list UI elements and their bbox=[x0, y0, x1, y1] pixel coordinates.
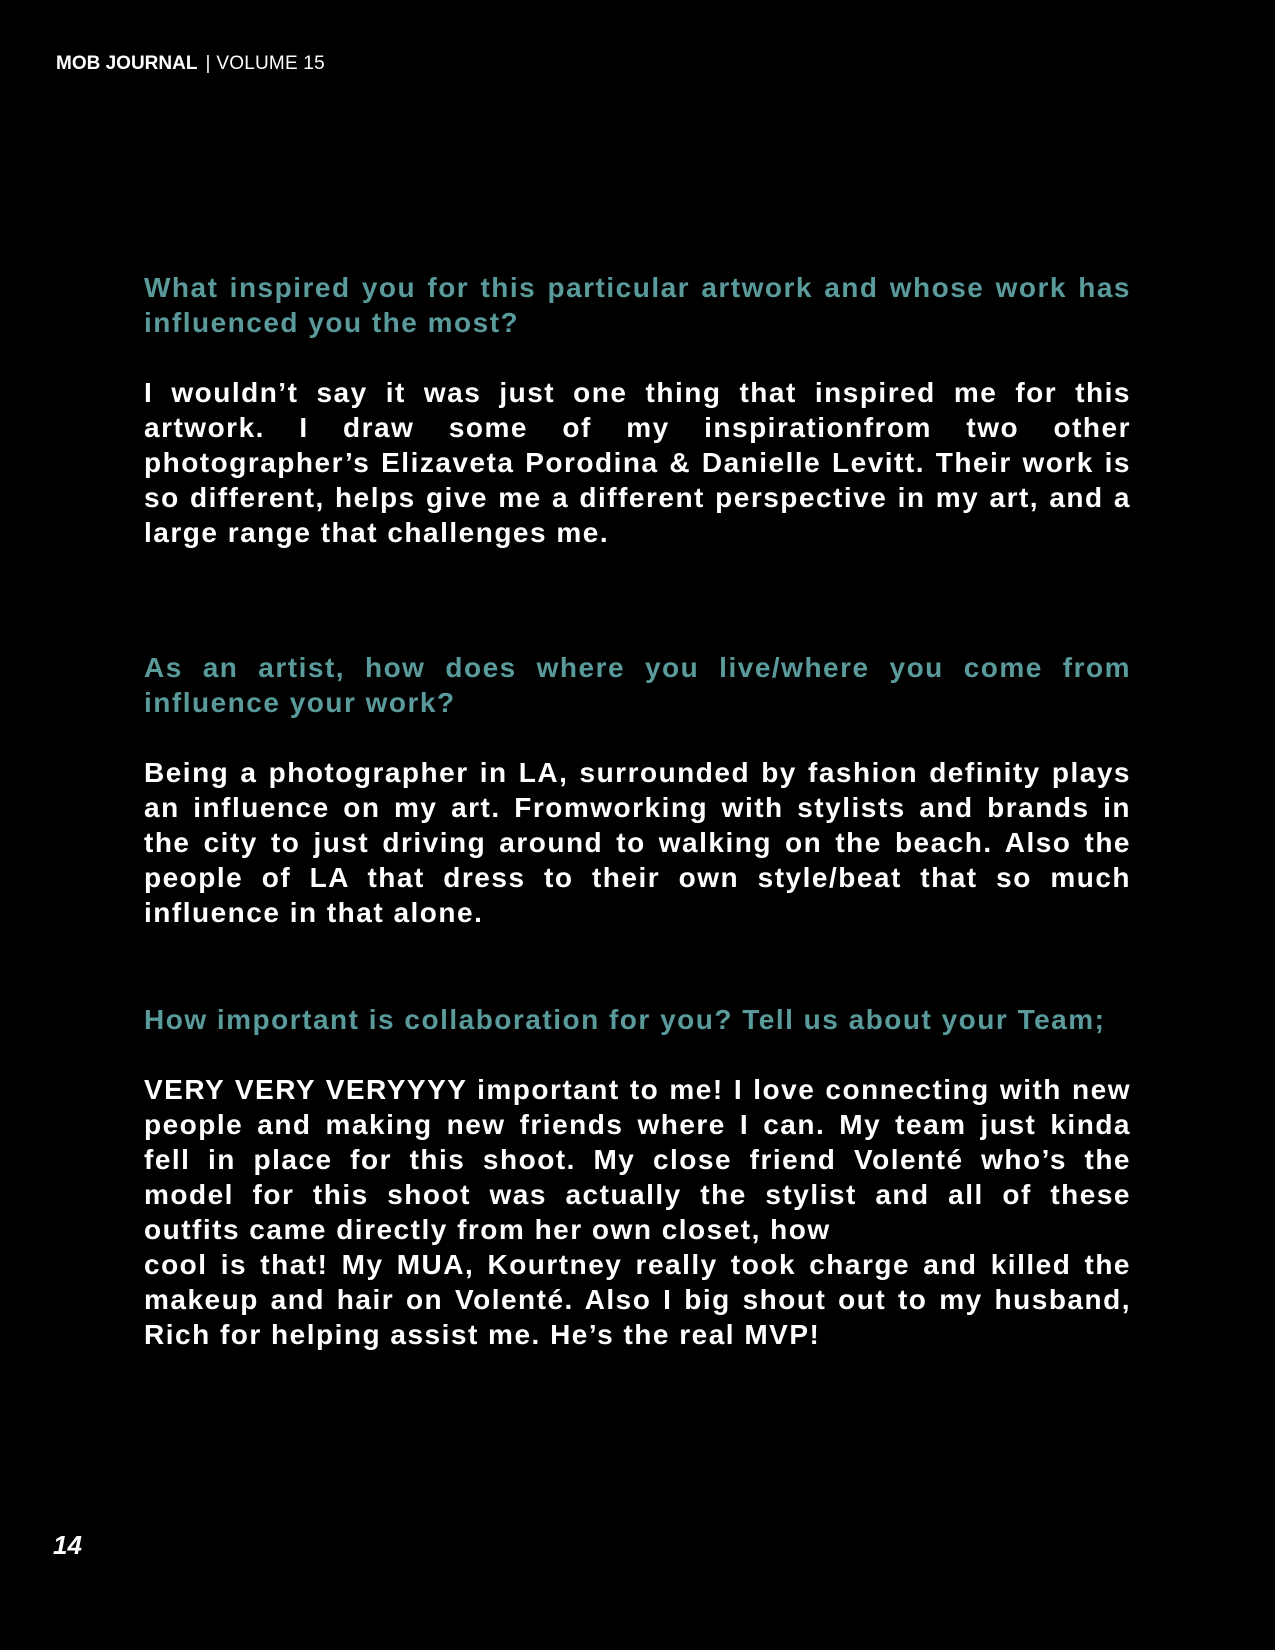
question-collaboration: How important is collaboration for you? Tell us about your Team; bbox=[144, 1004, 1106, 1035]
journal-name: MOB JOURNAL bbox=[56, 53, 198, 74]
answer-collaboration-part-1: VERY VERY VERYYYY important to me! I love connecting with new people and making new friends where I can. My team just kinda fell in place for this shoot. My close friend Volenté who’s the model for this shoot was actually the stylist and all of these outfits came directly from her own closet, how bbox=[144, 1074, 1131, 1245]
interview-block-inspiration bbox=[144, 270, 1131, 550]
volume-label: VOLUME 15 bbox=[216, 53, 325, 74]
question-location: As an artist, how does where you live/where you come from influence your work? bbox=[144, 652, 1131, 718]
masthead-separator: | bbox=[205, 53, 211, 74]
page-number: 14 bbox=[53, 1530, 82, 1560]
question-inspiration: What inspired you for this particular artwork and whose work has influenced you the most? bbox=[144, 272, 1131, 338]
answer-inspiration: I wouldn’t say it was just one thing that inspired me for this artwork. I draw some of my inspirationfrom two other photographer’s Elizaveta Porodina & Danielle Levitt. Their work is so different, helps give me a different perspective in my art, and a large range that challenges me. bbox=[144, 377, 1131, 548]
answer-location: Being a photographer in LA, surrounded by fashion definity plays an influence on my art. Fromworking with stylists and brands in the city to just driving around to walking on the beach. Also the people of LA that dress to their own style/beat that so much influence in that alone. bbox=[144, 757, 1131, 928]
interview-block-collaboration bbox=[144, 1002, 1131, 1352]
interview-block-location bbox=[144, 650, 1131, 930]
answer-collaboration bbox=[144, 1072, 1131, 1352]
masthead bbox=[56, 52, 325, 76]
answer-collaboration-part-2: cool is that! My MUA, Kourtney really took charge and killed the makeup and hair on Volenté. Also I big shout out to my husband, Rich for helping assist me. He’s the real MVP! bbox=[144, 1249, 1131, 1350]
